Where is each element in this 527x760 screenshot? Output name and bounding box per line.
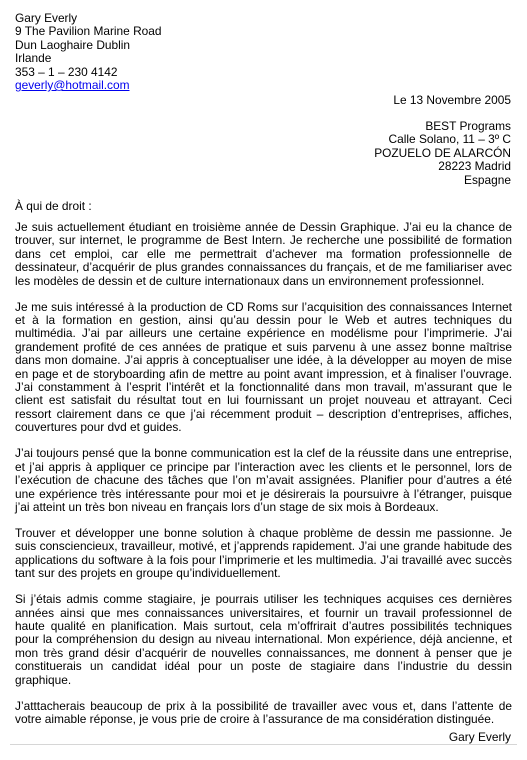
page-divider [10,744,517,745]
body-paragraph: Je me suis intéressé à la production de CD Roms sur l’acquisition des connaissances Internet et à la formation en gestion, ainsi qu’au dessin pour le Web et autres techniques du multimédia. J’ai par ailleurs une certaine expérience en modélisme pour l’imprimerie. J’ai grandement profité de ces années de pratique et suis parvenu à une assez bonne maîtrise dans mon domaine. J’ai appris à conceptualiser une idée, à la développer au moyen de mise en page et de storyboarding afin de mettre au point avant impression, et à finaliser l’ouvrage. J’ai constamment à l’esprit l’intérêt et la fonctionnalité dans mon travail, m’assurant que le client est satisfait du résultat tout en lui fournissant un projet nouveau et attrayant. Ceci ressort clairement dans ce que j’ai récemment produit – description d’entreprises, affiches, couvertures pour dvd et guides. [15,299,512,435]
salutation: À qui de droit : [15,199,92,213]
recipient-street: Calle Solano, 11 – 3º C [388,132,511,147]
letter-body [15,221,512,739]
signature: Gary Everly [448,730,511,744]
recipient-city: POZUELO DE ALARCÓN [374,145,511,160]
recipient-country: Espagne [464,172,511,187]
sender-phone: 353 – 1 – 230 4142 [15,64,118,79]
sender-country: Irlande [15,51,52,66]
sender-address-line1: 9 The Pavilion Marine Road [15,24,162,39]
body-paragraph: Si j’étais admis comme stagiaire, je pourrais utiliser les techniques acquises ces dernières années ainsi que mes connaissances universitaires, et fournir un travail professionnel de haute qualité en planification. Mais surtout, cela m’offrirait d’autres possibilités techniques pour la compréhension du design au niveau international. Mon expérience, déjà ancienne, et mon très grand désir d’acquérir de nouvelles connaissances, me donnent à penser que je constituerais un candidat idéal pour un poste de stagiaire dans l’industrie du dessin graphique. [15,592,512,687]
sender-block [15,12,162,92]
body-paragraph: Trouver et développer une bonne solution à chaque problème de dessin me passionne. Je suis consciencieux, travailleur, motivé, et j’apprends rapidement. J’ai une grande habitude des applications du software à la fois pour l’imprimerie et les multimedia. J’ai travaillé avec succès tant sur des projets en groupe qu’individuellement. [15,525,512,581]
letter-date: Le 13 Novembre 2005 [393,93,511,107]
body-paragraph: J’atttacherais beaucoup de prix à la possibilité de travailler avec vous et, dans l’attente de votre aimable réponse, je vous prie de croire à l’assurance de ma considération distinguée. [15,698,512,726]
body-paragraph: J’ai toujours pensé que la bonne communication est la clef de la réussite dans une entreprise, et j’ai appris à appliquer ce principe par l’interaction avec les clients et le personnel, lors de l’exécution de chacune des tâches que l’on m’avait assignées. Planifier pour d’autres a été une expérience très intéressante pour moi et je désirerais la poursuivre à l’étranger, puisque j’ai atteint un très bon niveau en français lors d’un stage de six mois à Bordeaux. [15,446,512,514]
sender-name: Gary Everly [15,11,78,25]
recipient-block [374,120,511,187]
sender-address-line2: Dun Laoghaire Dublin [15,37,131,52]
sender-email-link[interactable]: geverly@hotmail.com [15,78,130,93]
recipient-postal: 28223 Madrid [438,159,511,174]
recipient-name: BEST Programs [425,119,511,133]
body-paragraph: Je suis actuellement étudiant en troisième année de Dessin Graphique. J’ai eu la chance de trouver, sur internet, le programme de Best Intern. Je recherche une possibilité de formation dans cet emploi, car elle me permettrait d’achever ma formation professionnelle de dessinateur, d’acquérir de plus grandes connaissances du français, et de me familiariser avec les modèles de dessin et de culture internationaux dans un environnement professionnel. [15,220,512,288]
